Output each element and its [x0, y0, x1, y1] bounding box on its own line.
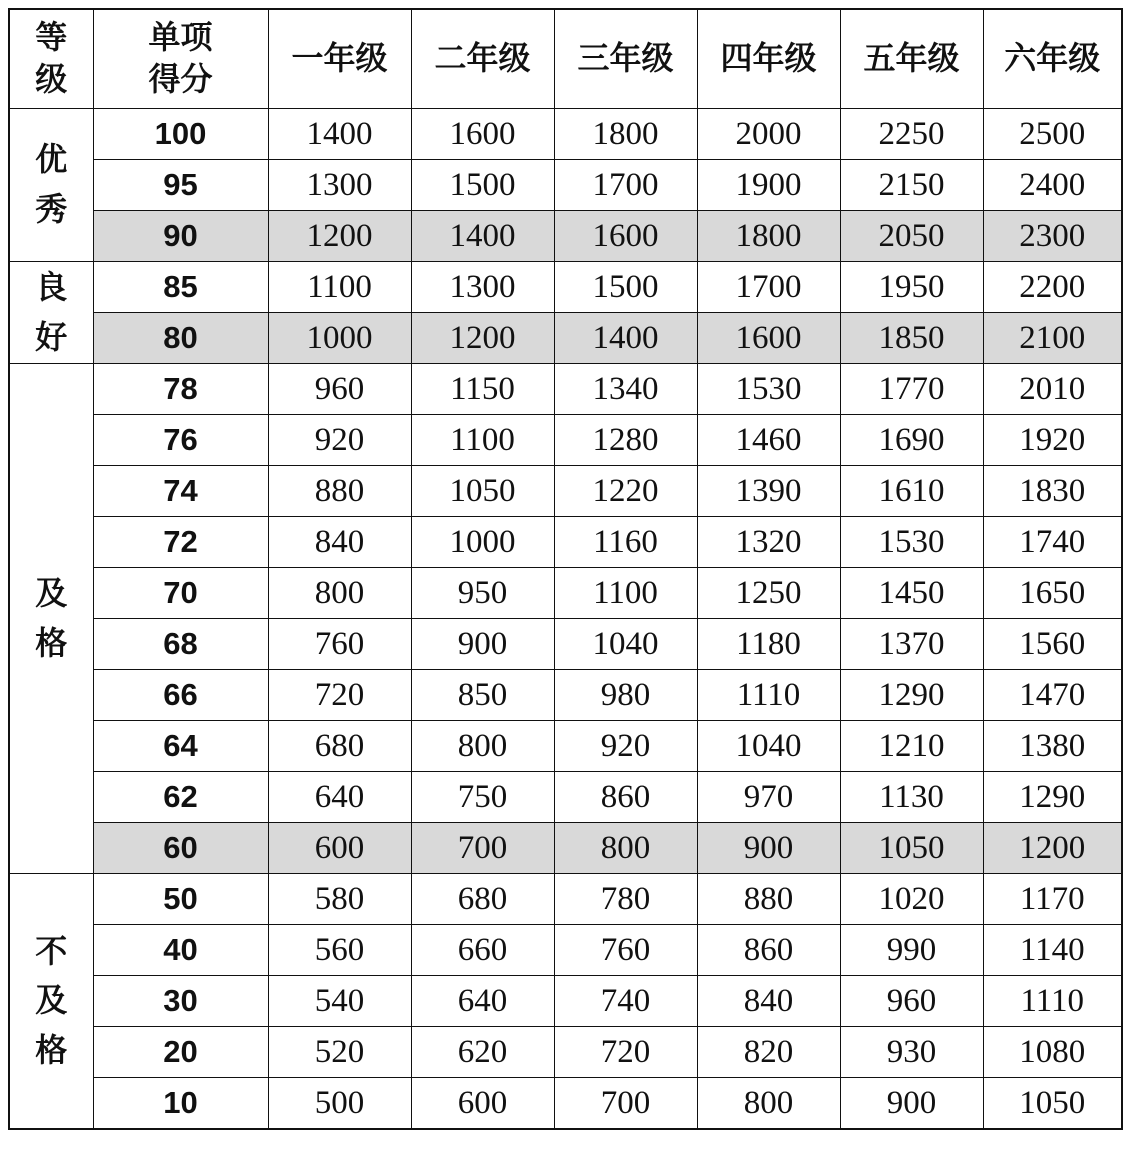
table-row — [9, 466, 1122, 517]
count-cell-grade-6: 1650 — [983, 568, 1122, 619]
count-cell-grade-6: 1290 — [983, 772, 1122, 823]
score-cell: 85 — [93, 262, 268, 313]
table-row — [9, 925, 1122, 976]
count-cell-grade-1: 600 — [268, 823, 411, 874]
count-cell-grade-4: 840 — [697, 976, 840, 1027]
level-char: 及 — [35, 573, 68, 612]
count-cell-grade-4: 1250 — [697, 568, 840, 619]
count-cell-grade-6: 2300 — [983, 211, 1122, 262]
count-cell-grade-6: 1200 — [983, 823, 1122, 874]
count-cell-grade-2: 640 — [411, 976, 554, 1027]
count-cell-grade-1: 760 — [268, 619, 411, 670]
count-cell-grade-3: 1280 — [554, 415, 697, 466]
score-cell: 78 — [93, 364, 268, 415]
count-cell-grade-4: 800 — [697, 1078, 840, 1130]
table-row — [9, 772, 1122, 823]
level-char: 格 — [35, 623, 68, 662]
rope-skipping-score-table — [8, 8, 1123, 1130]
count-cell-grade-3: 1340 — [554, 364, 697, 415]
score-cell: 74 — [93, 466, 268, 517]
score-cell: 70 — [93, 568, 268, 619]
count-cell-grade-4: 970 — [697, 772, 840, 823]
count-cell-grade-4: 1460 — [697, 415, 840, 466]
count-cell-grade-5: 1850 — [840, 313, 983, 364]
level-header-char: 等 — [35, 18, 68, 57]
grade-6-header: 六年级 — [983, 9, 1122, 109]
count-cell-grade-4: 1800 — [697, 211, 840, 262]
table-row — [9, 670, 1122, 721]
table-row — [9, 517, 1122, 568]
count-cell-grade-1: 580 — [268, 874, 411, 925]
score-cell: 72 — [93, 517, 268, 568]
count-cell-grade-6: 1830 — [983, 466, 1122, 517]
count-cell-grade-1: 540 — [268, 976, 411, 1027]
table-row — [9, 364, 1122, 415]
count-cell-grade-1: 840 — [268, 517, 411, 568]
count-cell-grade-2: 1150 — [411, 364, 554, 415]
count-cell-grade-1: 1400 — [268, 109, 411, 160]
count-cell-grade-5: 2250 — [840, 109, 983, 160]
count-cell-grade-3: 920 — [554, 721, 697, 772]
score-header-line: 得分 — [148, 60, 213, 98]
count-cell-grade-1: 800 — [268, 568, 411, 619]
count-cell-grade-2: 700 — [411, 823, 554, 874]
count-cell-grade-1: 1100 — [268, 262, 411, 313]
count-cell-grade-4: 1040 — [697, 721, 840, 772]
level-cell — [9, 262, 93, 364]
count-cell-grade-3: 800 — [554, 823, 697, 874]
table-row — [9, 874, 1122, 925]
score-cell: 20 — [93, 1027, 268, 1078]
count-cell-grade-4: 2000 — [697, 109, 840, 160]
count-cell-grade-1: 500 — [268, 1078, 411, 1130]
score-header-line: 单项 — [148, 18, 213, 57]
count-cell-grade-2: 1500 — [411, 160, 554, 211]
count-cell-grade-2: 1000 — [411, 517, 554, 568]
score-cell: 100 — [93, 109, 268, 160]
level-char: 优 — [35, 140, 68, 179]
score-cell: 95 — [93, 160, 268, 211]
table-row — [9, 568, 1122, 619]
count-cell-grade-4: 1530 — [697, 364, 840, 415]
score-header — [93, 9, 268, 109]
level-char: 秀 — [35, 190, 68, 228]
level-header — [9, 9, 93, 109]
score-cell: 80 — [93, 313, 268, 364]
count-cell-grade-1: 640 — [268, 772, 411, 823]
table-body — [9, 109, 1122, 1130]
grade-5-header: 五年级 — [840, 9, 983, 109]
count-cell-grade-5: 1370 — [840, 619, 983, 670]
count-cell-grade-2: 680 — [411, 874, 554, 925]
count-cell-grade-5: 990 — [840, 925, 983, 976]
score-cell: 64 — [93, 721, 268, 772]
table-row — [9, 619, 1122, 670]
count-cell-grade-2: 750 — [411, 772, 554, 823]
count-cell-grade-5: 1210 — [840, 721, 983, 772]
count-cell-grade-1: 960 — [268, 364, 411, 415]
count-cell-grade-6: 1740 — [983, 517, 1122, 568]
count-cell-grade-6: 1920 — [983, 415, 1122, 466]
count-cell-grade-4: 1700 — [697, 262, 840, 313]
count-cell-grade-2: 950 — [411, 568, 554, 619]
count-cell-grade-1: 720 — [268, 670, 411, 721]
count-cell-grade-4: 1180 — [697, 619, 840, 670]
table-row — [9, 1027, 1122, 1078]
count-cell-grade-3: 1800 — [554, 109, 697, 160]
grade-1-header: 一年级 — [268, 9, 411, 109]
level-header-char: 级 — [35, 60, 68, 98]
count-cell-grade-2: 800 — [411, 721, 554, 772]
count-cell-grade-5: 1050 — [840, 823, 983, 874]
count-cell-grade-6: 2100 — [983, 313, 1122, 364]
score-cell: 40 — [93, 925, 268, 976]
count-cell-grade-4: 900 — [697, 823, 840, 874]
count-cell-grade-5: 1610 — [840, 466, 983, 517]
count-cell-grade-6: 1170 — [983, 874, 1122, 925]
count-cell-grade-3: 700 — [554, 1078, 697, 1130]
count-cell-grade-2: 900 — [411, 619, 554, 670]
count-cell-grade-6: 2400 — [983, 160, 1122, 211]
count-cell-grade-4: 1390 — [697, 466, 840, 517]
score-cell: 66 — [93, 670, 268, 721]
count-cell-grade-6: 1470 — [983, 670, 1122, 721]
count-cell-grade-6: 2200 — [983, 262, 1122, 313]
count-cell-grade-3: 1700 — [554, 160, 697, 211]
score-cell: 60 — [93, 823, 268, 874]
table-row — [9, 211, 1122, 262]
table-row — [9, 1078, 1122, 1130]
count-cell-grade-3: 1500 — [554, 262, 697, 313]
count-cell-grade-2: 850 — [411, 670, 554, 721]
score-cell: 10 — [93, 1078, 268, 1130]
table-row — [9, 160, 1122, 211]
count-cell-grade-6: 2010 — [983, 364, 1122, 415]
level-char: 格 — [35, 1030, 68, 1069]
count-cell-grade-3: 740 — [554, 976, 697, 1027]
count-cell-grade-4: 1110 — [697, 670, 840, 721]
count-cell-grade-2: 1300 — [411, 262, 554, 313]
count-cell-grade-6: 1050 — [983, 1078, 1122, 1130]
score-cell: 68 — [93, 619, 268, 670]
count-cell-grade-5: 960 — [840, 976, 983, 1027]
count-cell-grade-1: 560 — [268, 925, 411, 976]
count-cell-grade-5: 1770 — [840, 364, 983, 415]
count-cell-grade-2: 1050 — [411, 466, 554, 517]
level-char: 好 — [35, 317, 68, 356]
count-cell-grade-5: 1530 — [840, 517, 983, 568]
count-cell-grade-5: 2150 — [840, 160, 983, 211]
count-cell-grade-1: 1200 — [268, 211, 411, 262]
count-cell-grade-3: 780 — [554, 874, 697, 925]
count-cell-grade-5: 1950 — [840, 262, 983, 313]
table-row — [9, 313, 1122, 364]
score-cell: 62 — [93, 772, 268, 823]
count-cell-grade-5: 1450 — [840, 568, 983, 619]
count-cell-grade-1: 1300 — [268, 160, 411, 211]
count-cell-grade-5: 1290 — [840, 670, 983, 721]
count-cell-grade-6: 1110 — [983, 976, 1122, 1027]
table-row — [9, 262, 1122, 313]
score-cell: 76 — [93, 415, 268, 466]
count-cell-grade-2: 1100 — [411, 415, 554, 466]
count-cell-grade-4: 1320 — [697, 517, 840, 568]
count-cell-grade-5: 1130 — [840, 772, 983, 823]
count-cell-grade-4: 1600 — [697, 313, 840, 364]
score-cell: 90 — [93, 211, 268, 262]
count-cell-grade-2: 660 — [411, 925, 554, 976]
level-char: 不 — [35, 931, 68, 970]
count-cell-grade-5: 930 — [840, 1027, 983, 1078]
count-cell-grade-1: 920 — [268, 415, 411, 466]
count-cell-grade-5: 900 — [840, 1078, 983, 1130]
header-row — [9, 9, 1122, 109]
level-cell — [9, 364, 93, 874]
count-cell-grade-3: 720 — [554, 1027, 697, 1078]
count-cell-grade-3: 1160 — [554, 517, 697, 568]
count-cell-grade-6: 2500 — [983, 109, 1122, 160]
count-cell-grade-1: 880 — [268, 466, 411, 517]
count-cell-grade-5: 2050 — [840, 211, 983, 262]
count-cell-grade-2: 1400 — [411, 211, 554, 262]
grade-3-header: 三年级 — [554, 9, 697, 109]
count-cell-grade-2: 620 — [411, 1027, 554, 1078]
count-cell-grade-3: 1400 — [554, 313, 697, 364]
count-cell-grade-5: 1690 — [840, 415, 983, 466]
level-cell — [9, 874, 93, 1130]
count-cell-grade-2: 600 — [411, 1078, 554, 1130]
count-cell-grade-2: 1600 — [411, 109, 554, 160]
count-cell-grade-4: 820 — [697, 1027, 840, 1078]
count-cell-grade-4: 860 — [697, 925, 840, 976]
table-row — [9, 976, 1122, 1027]
count-cell-grade-5: 1020 — [840, 874, 983, 925]
score-cell: 30 — [93, 976, 268, 1027]
count-cell-grade-3: 860 — [554, 772, 697, 823]
count-cell-grade-3: 1600 — [554, 211, 697, 262]
level-char: 及 — [35, 981, 68, 1020]
score-cell: 50 — [93, 874, 268, 925]
count-cell-grade-1: 1000 — [268, 313, 411, 364]
count-cell-grade-3: 1040 — [554, 619, 697, 670]
grade-4-header: 四年级 — [697, 9, 840, 109]
count-cell-grade-1: 520 — [268, 1027, 411, 1078]
count-cell-grade-6: 1080 — [983, 1027, 1122, 1078]
grade-2-header: 二年级 — [411, 9, 554, 109]
count-cell-grade-6: 1560 — [983, 619, 1122, 670]
count-cell-grade-4: 880 — [697, 874, 840, 925]
score-table-container — [8, 8, 1123, 1130]
table-row — [9, 721, 1122, 772]
count-cell-grade-3: 1100 — [554, 568, 697, 619]
count-cell-grade-6: 1140 — [983, 925, 1122, 976]
count-cell-grade-3: 1220 — [554, 466, 697, 517]
count-cell-grade-3: 980 — [554, 670, 697, 721]
table-row — [9, 109, 1122, 160]
count-cell-grade-6: 1380 — [983, 721, 1122, 772]
table-row — [9, 415, 1122, 466]
count-cell-grade-1: 680 — [268, 721, 411, 772]
table-row — [9, 823, 1122, 874]
level-cell — [9, 109, 93, 262]
count-cell-grade-3: 760 — [554, 925, 697, 976]
count-cell-grade-2: 1200 — [411, 313, 554, 364]
level-char: 良 — [35, 267, 68, 306]
count-cell-grade-4: 1900 — [697, 160, 840, 211]
